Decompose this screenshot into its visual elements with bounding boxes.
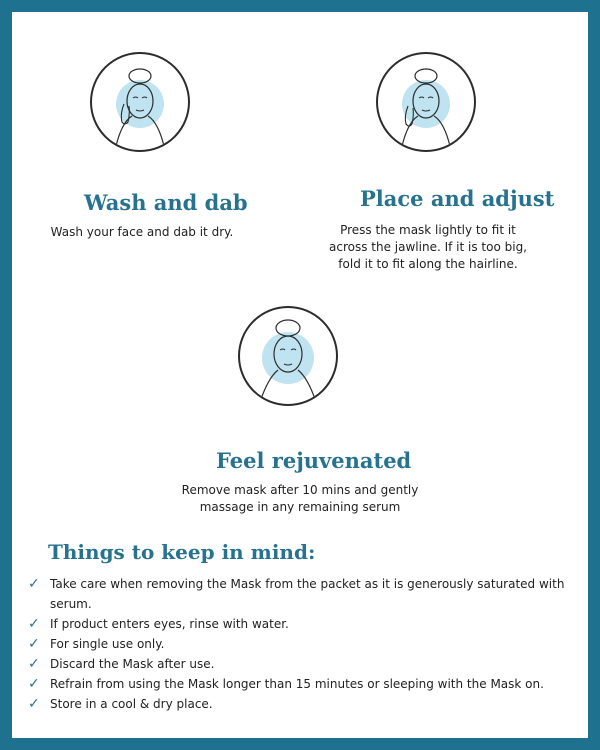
step-3-title: Feel rejuvenated	[216, 448, 412, 473]
checkmark-icon: ✓	[28, 696, 40, 712]
checkmark-icon: ✓	[28, 616, 40, 632]
tips-heading: Things to keep in mind:	[48, 540, 316, 564]
list-item: ✓ Refrain from using the Mask longer than 15 minutes or sleeping with the Mask on.	[28, 676, 544, 692]
face-icon	[238, 306, 338, 406]
face-with-hand-icon	[90, 52, 190, 152]
step-2-description: Press the mask lightly to fit it across the jawline. If it is too big, fold it to fit along the hairline.	[329, 223, 527, 271]
list-item: ✓ Discard the Mask after use.	[28, 656, 215, 672]
list-item: ✓ Store in a cool & dry place.	[28, 696, 213, 712]
checkmark-icon: ✓	[28, 676, 40, 692]
list-item: ✓ If product enters eyes, rinse with water.	[28, 616, 289, 632]
checkmark-icon: ✓	[28, 576, 40, 592]
tips-list	[28, 574, 578, 714]
step-2-title: Place and adjust	[360, 186, 555, 211]
step-1-title: Wash and dab	[84, 190, 248, 215]
checkmark-icon: ✓	[28, 636, 40, 652]
step-3-description: Remove mask after 10 mins and gently massage in any remaining serum	[181, 483, 419, 514]
face-with-hand-icon	[376, 52, 476, 152]
instructions-card	[12, 12, 588, 738]
step-1-description: Wash your face and dab it dry.	[50, 225, 234, 239]
list-item: ✓ For single use only.	[28, 636, 165, 652]
list-item: ✓ Take care when removing the Mask from the packet as it is generously saturated with serum.	[28, 576, 565, 611]
checkmark-icon: ✓	[28, 656, 40, 672]
